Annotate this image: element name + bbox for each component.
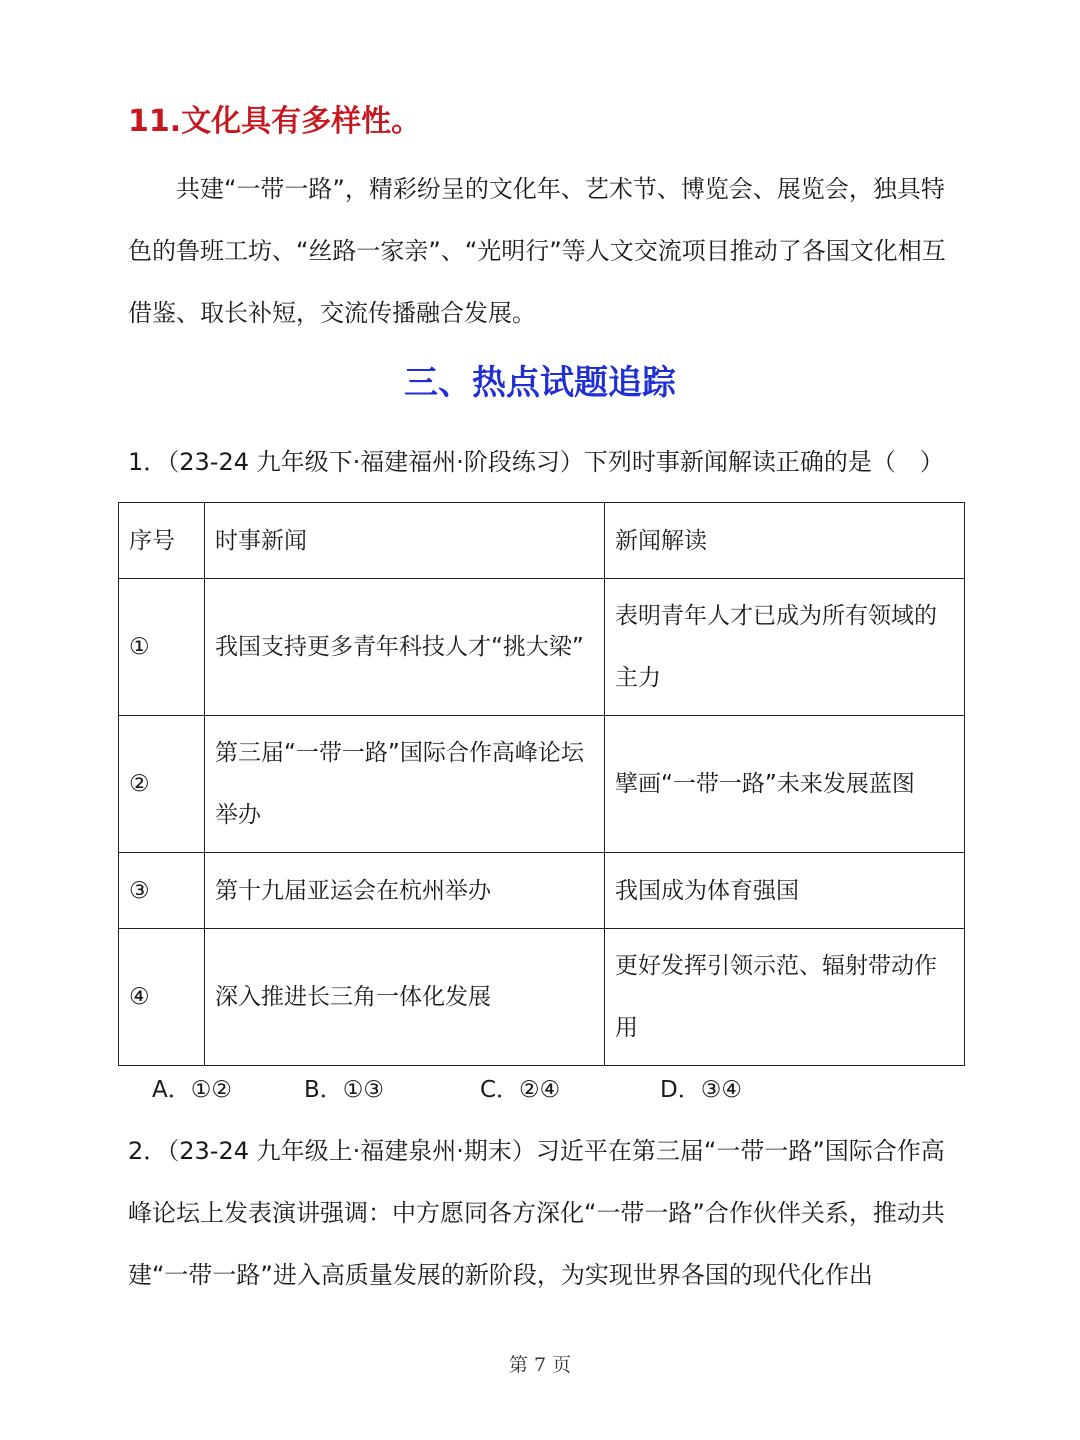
option-b[interactable]: B．①③ — [304, 1077, 385, 1103]
row-number-cell: ② — [119, 716, 205, 853]
news-table — [118, 502, 965, 1066]
interpretation-cell: 更好发挥引领示范、辐射带动作用 — [605, 929, 965, 1066]
news-cell: 我国支持更多青年科技人才“挑大梁” — [205, 579, 605, 716]
table-row — [119, 929, 965, 1066]
page-number: 第 7 页 — [508, 1354, 572, 1376]
question-1-text: 1．（23-24 九年级下·福建福州·阶段练习）下列时事新闻解读正确的是（ ） — [128, 448, 944, 476]
interpretation-cell: 表明青年人才已成为所有领域的主力 — [605, 579, 965, 716]
header-cell-interpretation: 新闻解读 — [605, 503, 965, 579]
interpretation-cell: 擘画“一带一路”未来发展蓝图 — [605, 716, 965, 853]
option-a[interactable]: A．①② — [152, 1077, 232, 1103]
answer-options — [152, 1070, 952, 1110]
header-cell-news: 时事新闻 — [205, 503, 605, 579]
row-number-cell: ④ — [119, 929, 205, 1066]
table-row — [119, 579, 965, 716]
section-11-heading: 11.文化具有多样性。 — [128, 104, 422, 139]
table-row — [119, 853, 965, 929]
row-number-cell: ① — [119, 579, 205, 716]
table-header-row — [119, 503, 965, 579]
option-c[interactable]: C．②④ — [480, 1077, 561, 1103]
news-cell: 深入推进长三角一体化发展 — [205, 929, 605, 1066]
question-2-text: 2．（23-24 九年级上·福建泉州·期末）习近平在第三届“一带一路”国际合作高峰论坛上发表演讲强调：中方愿同各方深化“一带一路”合作伙伴关系，推动共建“一带一路”进入高质量发展的新阶段，为实现世界各国的现代化作出 — [128, 1137, 945, 1289]
option-d[interactable]: D．③④ — [660, 1077, 742, 1103]
section-title: 三、热点试题追踪 — [404, 363, 676, 403]
news-cell: 第三届“一带一路”国际合作高峰论坛举办 — [205, 716, 605, 853]
row-number-cell: ③ — [119, 853, 205, 929]
table-row — [119, 716, 965, 853]
header-cell-number: 序号 — [119, 503, 205, 579]
section-11-paragraph: 共建“一带一路”，精彩纷呈的文化年、艺术节、博览会、展览会，独具特色的鲁班工坊、“丝路一家亲”、“光明行”等人文交流项目推动了各国文化相互借鉴、取长补短，交流传播融合发展。 — [128, 175, 946, 327]
news-cell: 第十九届亚运会在杭州举办 — [205, 853, 605, 929]
interpretation-cell: 我国成为体育强国 — [605, 853, 965, 929]
